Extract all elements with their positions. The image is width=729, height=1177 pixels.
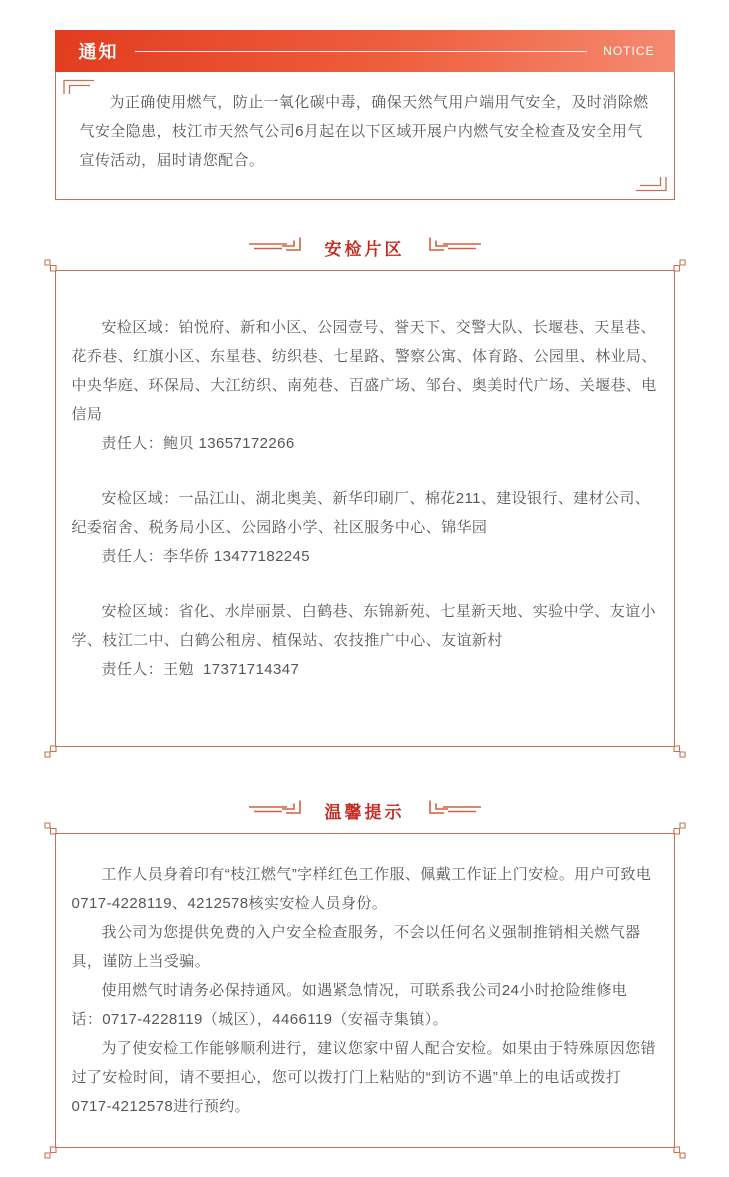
- fret-corner-icon: [44, 259, 57, 272]
- banner-title: 通知: [78, 42, 119, 62]
- area-group: [72, 597, 658, 684]
- fret-corner-icon: [673, 259, 686, 272]
- banner-divider-line: [135, 51, 588, 52]
- area-person-text: 责任人：李华侨 13477182245: [101, 548, 311, 565]
- bracket-ornament-left-icon: [249, 236, 313, 259]
- fret-corner-icon: [44, 1146, 57, 1159]
- area-region-text: 安检区域：一品江山、湖北奥美、新华印刷厂、棉花211、建设银行、建材公司、纪委宿舍、税务局小区、公园路小学、社区服务中心、锦华园: [71, 490, 651, 536]
- nested-corner-icon: [63, 79, 95, 100]
- section-header-tips: [55, 797, 675, 823]
- fret-corner-icon: [44, 822, 57, 835]
- tip-paragraph: 工作人员身着印有“枝江燃气”字样红色工作服、佩戴工作证上门安检。用户可致电0717-4228119、4212578核实安检人员身份。: [71, 866, 652, 912]
- fret-corner-icon: [673, 822, 686, 835]
- area-person-text: 责任人：王勉 17371714347: [101, 661, 300, 678]
- tip-paragraph: 我公司为您提供免费的入户安全检查服务，不会以任何名义强制推销相关燃气器具，谨防上当受骗。: [71, 924, 641, 970]
- fret-corner-icon: [673, 745, 686, 758]
- tip-paragraph: 为了使安检工作能够顺利进行，建议您家中留人配合安检。如果由于特殊原因您错过了安检时间，请不要担心，您可以拨打门上粘贴的“到访不遇”单上的电话或拨打0717-4212578进行预约。: [71, 1040, 656, 1115]
- section-title-tips: 温馨提示: [324, 802, 405, 822]
- intro-text: 为正确使用燃气，防止一氧化碳中毒，确保天然气用户端用气安全，及时消除燃气安全隐患，枝江市天然气公司6月起在以下区域开展户内燃气安全检查及安全用气宣传活动，届时请您配合。: [79, 94, 649, 169]
- bracket-ornament-right-icon: [417, 236, 481, 259]
- fret-corner-icon: [673, 1146, 686, 1159]
- tips-box: [55, 833, 675, 1148]
- area-region-text: 安检区域：铂悦府、新和小区、公园壹号、誉天下、交警大队、长堰巷、天星巷、花乔巷、红旗小区、东星巷、纺织巷、七星路、警察公寓、体育路、公园里、林业局、中央华庭、环保局、大江纺织、南苑巷、百盛广场、邹台、奥美时代广场、关堰巷、电信局: [71, 319, 657, 423]
- intro-box: [55, 72, 675, 200]
- nested-corner-icon: [635, 171, 667, 192]
- area-region-text: 安检区域：省化、水岸丽景、白鹤巷、东锦新苑、七星新天地、实验中学、友谊小学、枝江二中、白鹤公租房、植保站、农技推广中心、友谊新村: [71, 603, 656, 649]
- bracket-ornament-left-icon: [249, 799, 313, 822]
- area-group: [72, 484, 658, 571]
- areas-box: [55, 270, 675, 747]
- tip-paragraph: 使用燃气时请务必保持通风。如遇紧急情况，可联系我公司24小时抢险维修电话：0717-4228119（城区），4466119（安福寺集镇）。: [71, 982, 628, 1028]
- notice-page: [55, 0, 675, 1148]
- area-group: [72, 313, 658, 458]
- banner-subtitle: NOTICE: [603, 44, 655, 58]
- area-person-text: 责任人：鲍贝 13657172266: [101, 435, 295, 452]
- notice-banner: [55, 30, 675, 72]
- section-title-areas: 安检片区: [324, 239, 405, 259]
- section-header-areas: [55, 234, 675, 260]
- bracket-ornament-right-icon: [417, 799, 481, 822]
- fret-corner-icon: [44, 745, 57, 758]
